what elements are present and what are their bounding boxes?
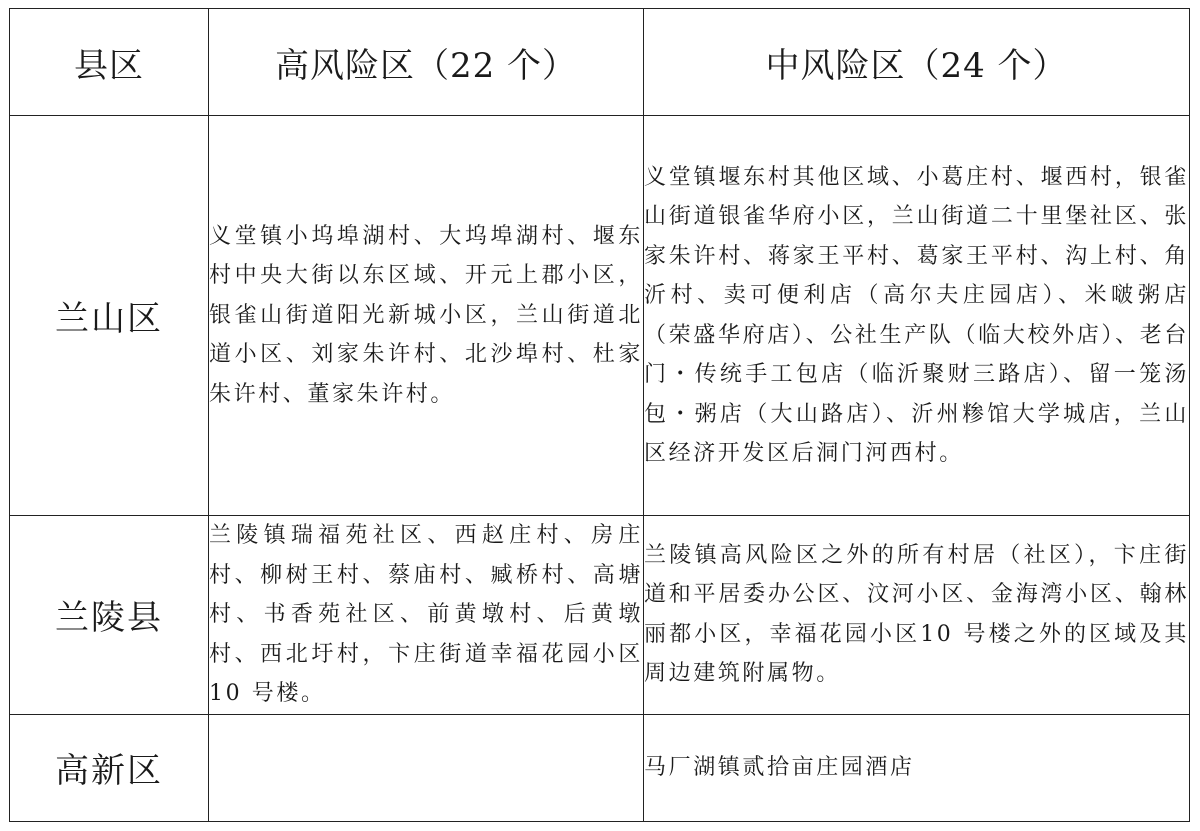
risk-area-table (9, 8, 1190, 822)
header-county: 县区 (10, 9, 209, 116)
high-risk-cell (209, 714, 644, 821)
table-header-row (10, 9, 1190, 116)
county-cell: 兰山区 (10, 116, 209, 516)
header-medium-risk: 中风险区（24 个） (644, 9, 1190, 116)
county-cell: 兰陵县 (10, 516, 209, 715)
header-high-risk: 高风险区（22 个） (209, 9, 644, 116)
medium-risk-cell: 马厂湖镇贰拾亩庄园酒店 (644, 714, 1190, 821)
table-row (10, 714, 1190, 821)
table-row (10, 516, 1190, 715)
county-cell: 高新区 (10, 714, 209, 821)
medium-risk-cell: 兰陵镇高风险区之外的所有村居（社区），卞庄街道和平居委办公区、汶河小区、金海湾小区、翰林丽都小区，幸福花园小区10 号楼之外的区域及其周边建筑附属物。 (644, 516, 1190, 715)
table-row (10, 116, 1190, 516)
high-risk-cell: 义堂镇小坞埠湖村、大坞埠湖村、堰东村中央大街以东区域、开元上郡小区，银雀山街道阳光新城小区，兰山街道北道小区、刘家朱许村、北沙埠村、杜家朱许村、董家朱许村。 (209, 116, 644, 516)
high-risk-cell: 兰陵镇瑞福苑社区、西赵庄村、房庄村、柳树王村、蔡庙村、臧桥村、高塘村、书香苑社区、前黄墩村、后黄墩村、西北圩村，卞庄街道幸福花园小区 10 号楼。 (209, 516, 644, 715)
medium-risk-cell: 义堂镇堰东村其他区域、小葛庄村、堰西村，银雀山街道银雀华府小区，兰山街道二十里堡社区、张家朱许村、蒋家王平村、葛家王平村、沟上村、角沂村、卖可便利店（高尔夫庄园店）、米啵粥店（荣盛华府店）、公社生产队（临大校外店）、老台门・传统手工包店（临沂聚财三路店）、留一笼汤包・粥店（大山路店）、沂州糁馆大学城店，兰山区经济开发区后洞门河西村。 (644, 116, 1190, 516)
